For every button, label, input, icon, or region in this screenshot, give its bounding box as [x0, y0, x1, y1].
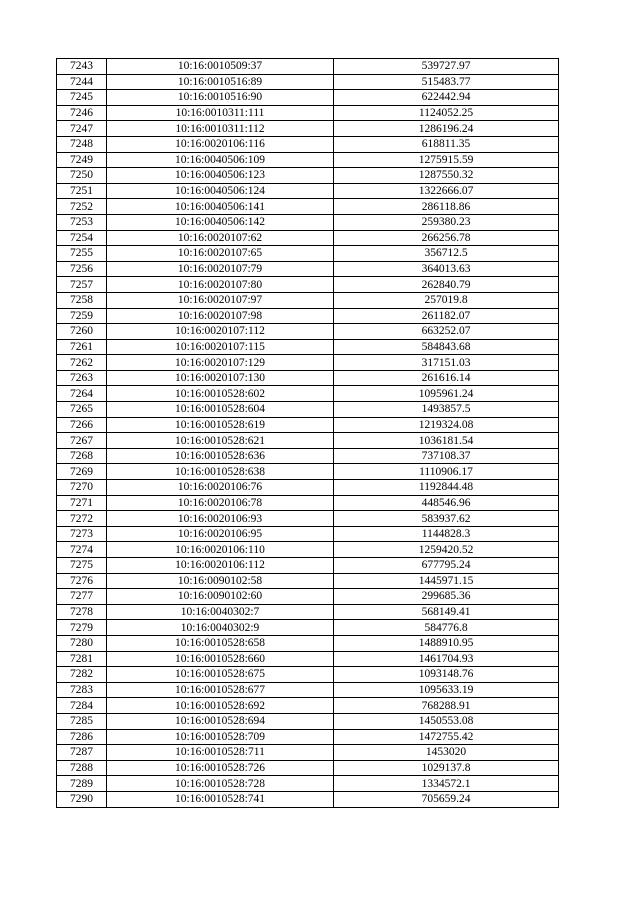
table-row [57, 542, 559, 558]
table-row [57, 776, 559, 792]
cadastral-number-cell: 10:16:0010528:621 [107, 433, 334, 449]
document-page [56, 58, 559, 808]
table-row [57, 620, 559, 636]
value-cell: 737108.37 [334, 448, 559, 464]
value-cell: 515483.77 [334, 74, 559, 90]
cadastral-number-cell: 10:16:0020107:62 [107, 230, 334, 246]
row-number-cell: 7261 [57, 339, 107, 355]
value-cell: 1095633.19 [334, 682, 559, 698]
table-row [57, 90, 559, 106]
value-cell: 262840.79 [334, 277, 559, 293]
cadastral-number-cell: 10:16:0020107:98 [107, 308, 334, 324]
value-cell: 261616.14 [334, 370, 559, 386]
row-number-cell: 7286 [57, 729, 107, 745]
table-row [57, 183, 559, 199]
table-row [57, 480, 559, 496]
value-cell: 584776.8 [334, 620, 559, 636]
table-row [57, 152, 559, 168]
cadastral-number-cell: 10:16:0020107:65 [107, 246, 334, 262]
row-number-cell: 7290 [57, 791, 107, 807]
table-row [57, 121, 559, 137]
value-cell: 1453020 [334, 745, 559, 761]
value-cell: 1093148.76 [334, 667, 559, 683]
cadastral-number-cell: 10:16:0020106:95 [107, 526, 334, 542]
value-cell: 1219324.08 [334, 417, 559, 433]
table-row [57, 511, 559, 527]
table-row [57, 448, 559, 464]
table-row [57, 277, 559, 293]
row-number-cell: 7264 [57, 386, 107, 402]
table-row [57, 760, 559, 776]
cadastral-number-cell: 10:16:0020107:130 [107, 370, 334, 386]
row-number-cell: 7279 [57, 620, 107, 636]
row-number-cell: 7263 [57, 370, 107, 386]
value-cell: 1322666.07 [334, 183, 559, 199]
row-number-cell: 7256 [57, 261, 107, 277]
value-cell: 317151.03 [334, 355, 559, 371]
value-cell: 259380.23 [334, 214, 559, 230]
value-cell: 584843.68 [334, 339, 559, 355]
value-cell: 1192844.48 [334, 480, 559, 496]
row-number-cell: 7287 [57, 745, 107, 761]
row-number-cell: 7270 [57, 480, 107, 496]
table-row [57, 402, 559, 418]
value-cell: 1287550.32 [334, 168, 559, 184]
cadastral-number-cell: 10:16:0020106:110 [107, 542, 334, 558]
value-cell: 299685.36 [334, 589, 559, 605]
value-cell: 356712.5 [334, 246, 559, 262]
row-number-cell: 7250 [57, 168, 107, 184]
table-row [57, 729, 559, 745]
table-row [57, 682, 559, 698]
table-row [57, 230, 559, 246]
table-row [57, 713, 559, 729]
cadastral-number-cell: 10:16:0010528:728 [107, 776, 334, 792]
cadastral-number-cell: 10:16:0010509:37 [107, 59, 334, 75]
row-number-cell: 7268 [57, 448, 107, 464]
table-row [57, 386, 559, 402]
row-number-cell: 7257 [57, 277, 107, 293]
row-number-cell: 7266 [57, 417, 107, 433]
value-cell: 364013.63 [334, 261, 559, 277]
row-number-cell: 7244 [57, 74, 107, 90]
row-number-cell: 7265 [57, 402, 107, 418]
table-row [57, 604, 559, 620]
cadastral-number-cell: 10:16:0010528:675 [107, 667, 334, 683]
row-number-cell: 7273 [57, 526, 107, 542]
value-cell: 1334572.1 [334, 776, 559, 792]
value-cell: 1445971.15 [334, 573, 559, 589]
cadastral-number-cell: 10:16:0010528:692 [107, 698, 334, 714]
row-number-cell: 7277 [57, 589, 107, 605]
table-row [57, 495, 559, 511]
row-number-cell: 7248 [57, 136, 107, 152]
cadastral-number-cell: 10:16:0020107:97 [107, 292, 334, 308]
cadastral-number-cell: 10:16:0010528:711 [107, 745, 334, 761]
table-row [57, 417, 559, 433]
cadastral-number-cell: 10:16:0010528:638 [107, 464, 334, 480]
table-row [57, 791, 559, 807]
value-cell: 261182.07 [334, 308, 559, 324]
value-cell: 568149.41 [334, 604, 559, 620]
row-number-cell: 7249 [57, 152, 107, 168]
table-row [57, 745, 559, 761]
cadastral-number-cell: 10:16:0040506:123 [107, 168, 334, 184]
value-cell: 583937.62 [334, 511, 559, 527]
table-row [57, 339, 559, 355]
cadastral-number-cell: 10:16:0010528:619 [107, 417, 334, 433]
table-row [57, 526, 559, 542]
cadastral-number-cell: 10:16:0040506:142 [107, 214, 334, 230]
row-number-cell: 7285 [57, 713, 107, 729]
value-cell: 1029137.8 [334, 760, 559, 776]
cadastral-number-cell: 10:16:0040302:7 [107, 604, 334, 620]
value-cell: 622442.94 [334, 90, 559, 106]
table-row [57, 370, 559, 386]
table-row [57, 59, 559, 75]
value-cell: 1275915.59 [334, 152, 559, 168]
row-number-cell: 7245 [57, 90, 107, 106]
value-cell: 1488910.95 [334, 635, 559, 651]
table-row [57, 199, 559, 215]
cadastral-number-cell: 10:16:0020107:80 [107, 277, 334, 293]
value-cell: 1095961.24 [334, 386, 559, 402]
value-cell: 1110906.17 [334, 464, 559, 480]
cadastral-value-table [56, 58, 559, 808]
row-number-cell: 7274 [57, 542, 107, 558]
cadastral-number-cell: 10:16:0010528:709 [107, 729, 334, 745]
row-number-cell: 7276 [57, 573, 107, 589]
value-cell: 618811.35 [334, 136, 559, 152]
table-row [57, 667, 559, 683]
value-cell: 1450553.08 [334, 713, 559, 729]
cadastral-number-cell: 10:16:0020106:76 [107, 480, 334, 496]
cadastral-number-cell: 10:16:0010528:604 [107, 402, 334, 418]
cadastral-number-cell: 10:16:0010528:694 [107, 713, 334, 729]
row-number-cell: 7253 [57, 214, 107, 230]
cadastral-number-cell: 10:16:0020107:129 [107, 355, 334, 371]
table-body [57, 59, 559, 808]
table-row [57, 635, 559, 651]
cadastral-number-cell: 10:16:0040506:109 [107, 152, 334, 168]
table-row [57, 573, 559, 589]
row-number-cell: 7258 [57, 292, 107, 308]
row-number-cell: 7272 [57, 511, 107, 527]
cadastral-number-cell: 10:16:0020106:116 [107, 136, 334, 152]
table-row [57, 74, 559, 90]
value-cell: 1472755.42 [334, 729, 559, 745]
row-number-cell: 7260 [57, 324, 107, 340]
table-row [57, 698, 559, 714]
cadastral-number-cell: 10:16:0040506:141 [107, 199, 334, 215]
row-number-cell: 7281 [57, 651, 107, 667]
cadastral-number-cell: 10:16:0010311:112 [107, 121, 334, 137]
cadastral-number-cell: 10:16:0020107:79 [107, 261, 334, 277]
row-number-cell: 7247 [57, 121, 107, 137]
cadastral-number-cell: 10:16:0010516:90 [107, 90, 334, 106]
value-cell: 448546.96 [334, 495, 559, 511]
table-row [57, 589, 559, 605]
value-cell: 286118.86 [334, 199, 559, 215]
cadastral-number-cell: 10:16:0020107:112 [107, 324, 334, 340]
row-number-cell: 7243 [57, 59, 107, 75]
table-row [57, 136, 559, 152]
cadastral-number-cell: 10:16:0010516:89 [107, 74, 334, 90]
value-cell: 266256.78 [334, 230, 559, 246]
cadastral-number-cell: 10:16:0020107:115 [107, 339, 334, 355]
cadastral-number-cell: 10:16:0010528:660 [107, 651, 334, 667]
table-row [57, 168, 559, 184]
row-number-cell: 7288 [57, 760, 107, 776]
cadastral-number-cell: 10:16:0010528:677 [107, 682, 334, 698]
cadastral-number-cell: 10:16:0010528:658 [107, 635, 334, 651]
row-number-cell: 7280 [57, 635, 107, 651]
row-number-cell: 7246 [57, 105, 107, 121]
cadastral-number-cell: 10:16:0020106:78 [107, 495, 334, 511]
value-cell: 1493857.5 [334, 402, 559, 418]
value-cell: 663252.07 [334, 324, 559, 340]
table-row [57, 433, 559, 449]
table-row [57, 292, 559, 308]
table-row [57, 308, 559, 324]
table-row [57, 246, 559, 262]
value-cell: 768288.91 [334, 698, 559, 714]
row-number-cell: 7271 [57, 495, 107, 511]
cadastral-number-cell: 10:16:0020106:112 [107, 558, 334, 574]
table-row [57, 355, 559, 371]
value-cell: 677795.24 [334, 558, 559, 574]
value-cell: 1286196.24 [334, 121, 559, 137]
row-number-cell: 7254 [57, 230, 107, 246]
cadastral-number-cell: 10:16:0020106:93 [107, 511, 334, 527]
row-number-cell: 7255 [57, 246, 107, 262]
row-number-cell: 7278 [57, 604, 107, 620]
row-number-cell: 7262 [57, 355, 107, 371]
row-number-cell: 7252 [57, 199, 107, 215]
value-cell: 1461704.93 [334, 651, 559, 667]
row-number-cell: 7267 [57, 433, 107, 449]
row-number-cell: 7284 [57, 698, 107, 714]
cadastral-number-cell: 10:16:0010528:726 [107, 760, 334, 776]
table-row [57, 214, 559, 230]
value-cell: 1036181.54 [334, 433, 559, 449]
value-cell: 1144828.3 [334, 526, 559, 542]
value-cell: 1124052.25 [334, 105, 559, 121]
value-cell: 539727.97 [334, 59, 559, 75]
row-number-cell: 7289 [57, 776, 107, 792]
row-number-cell: 7251 [57, 183, 107, 199]
cadastral-number-cell: 10:16:0040506:124 [107, 183, 334, 199]
row-number-cell: 7282 [57, 667, 107, 683]
cadastral-number-cell: 10:16:0010528:636 [107, 448, 334, 464]
cadastral-number-cell: 10:16:0010311:111 [107, 105, 334, 121]
table-row [57, 464, 559, 480]
table-row [57, 558, 559, 574]
cadastral-number-cell: 10:16:0010528:602 [107, 386, 334, 402]
row-number-cell: 7283 [57, 682, 107, 698]
value-cell: 257019.8 [334, 292, 559, 308]
row-number-cell: 7275 [57, 558, 107, 574]
row-number-cell: 7269 [57, 464, 107, 480]
value-cell: 705659.24 [334, 791, 559, 807]
cadastral-number-cell: 10:16:0040302:9 [107, 620, 334, 636]
row-number-cell: 7259 [57, 308, 107, 324]
table-row [57, 324, 559, 340]
table-row [57, 105, 559, 121]
value-cell: 1259420.52 [334, 542, 559, 558]
table-row [57, 651, 559, 667]
cadastral-number-cell: 10:16:0090102:58 [107, 573, 334, 589]
cadastral-number-cell: 10:16:0010528:741 [107, 791, 334, 807]
table-row [57, 261, 559, 277]
cadastral-number-cell: 10:16:0090102:60 [107, 589, 334, 605]
